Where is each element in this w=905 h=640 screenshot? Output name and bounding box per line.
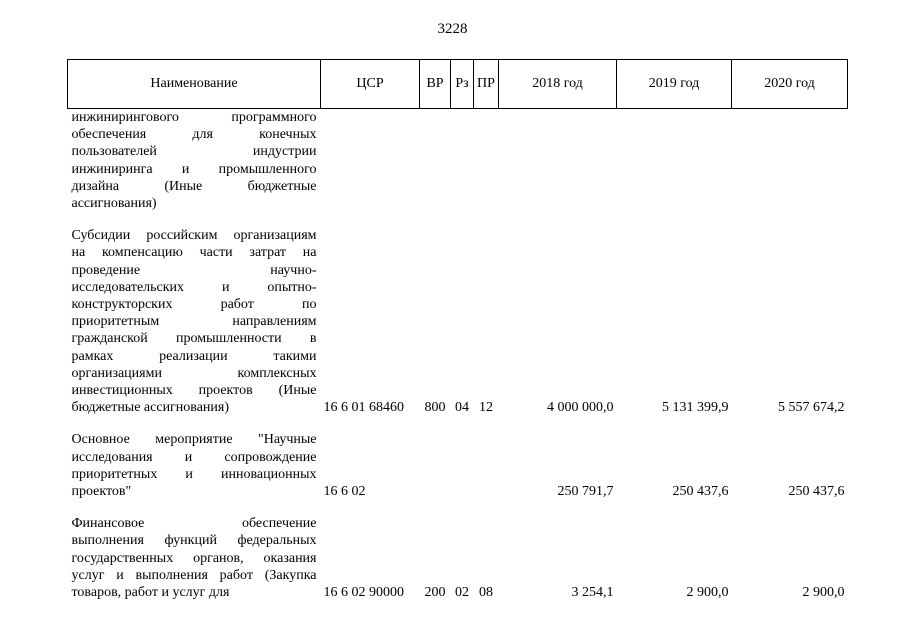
row-gap: [68, 212, 848, 227]
row-name-line: обеспечения для конечных: [71, 127, 317, 143]
row-csr: 16 6 01 68460: [323, 400, 404, 416]
table-row: [68, 431, 848, 500]
row-2018: 4 000 000,0: [547, 400, 614, 416]
row-name-line: проведение научно-: [71, 262, 317, 278]
row-pr: [474, 109, 499, 213]
row-name-line: бюджетные ассигнования): [71, 400, 230, 416]
row-2020: 5 557 674,2: [778, 400, 845, 416]
row-name-line: организациями комплексных: [71, 365, 317, 381]
row-name-line: инжиниринга и промышленного: [71, 161, 317, 177]
row-name-line: пользователей индустрии: [71, 144, 317, 160]
row-name-line: гражданской промышленности в: [71, 331, 317, 347]
table-row: [68, 515, 848, 601]
row-csr: [321, 109, 420, 213]
row-2019: 5 131 399,9: [662, 400, 729, 416]
row-name: [68, 515, 321, 601]
header-2019: 2019 год: [617, 60, 732, 109]
budget-table: [67, 59, 848, 601]
row-name-line: приоритетных и инновационных: [71, 466, 317, 482]
row-name: [68, 109, 321, 213]
page-number: 3228: [437, 21, 468, 37]
header-csr: ЦСР: [321, 60, 420, 109]
row-name-line: на компенсацию части затрат на: [71, 245, 317, 261]
row-name-line: инжинирингового программного: [71, 110, 317, 125]
row-name: [68, 431, 321, 500]
header-pr: ПР: [474, 60, 499, 109]
row-vr: [420, 431, 451, 500]
row-gap: [68, 500, 848, 515]
row-name-line: исследования и сопровождение: [71, 449, 317, 465]
header-2020: 2020 год: [732, 60, 848, 109]
table-row: [68, 109, 848, 213]
header-rz: Рз: [451, 60, 474, 109]
header-2018: 2018 год: [499, 60, 617, 109]
row-csr: 16 6 02: [323, 484, 366, 500]
table-body: [68, 109, 848, 602]
row-2020: 2 900,0: [802, 585, 845, 601]
row-name-line: проектов": [71, 484, 132, 500]
row-2019: 2 900,0: [686, 585, 729, 601]
row-vr: [420, 109, 451, 213]
row-pr: [474, 431, 499, 500]
header-name: Наименование: [68, 60, 321, 109]
row-rz: 04: [455, 400, 469, 416]
row-name-line: приоритетным направлениям: [71, 314, 317, 330]
row-name-line: ассигнования): [71, 196, 157, 212]
row-2019: 250 437,6: [672, 484, 729, 500]
row-name-line: рамках реализации такими: [71, 348, 317, 364]
row-name-line: услуг и выполнения работ (Закупка: [71, 567, 317, 583]
row-vr: 800: [424, 400, 446, 416]
table-header: [68, 60, 848, 109]
row-rz: [451, 431, 474, 500]
row-name-line: государственных органов, оказания: [71, 550, 317, 566]
row-name-line: Субсидии российским организациям: [71, 228, 317, 244]
row-name-line: конструкторских работ по: [71, 297, 317, 313]
row-name-line: инвестиционных проектов (Иные: [71, 383, 317, 399]
row-name-line: Основное мероприятие "Научные: [71, 432, 317, 448]
row-name-line: исследовательских и опытно-: [71, 279, 317, 295]
row-name: [68, 227, 321, 416]
row-rz: 02: [455, 585, 469, 601]
row-2019: [617, 109, 732, 213]
row-name-line: Финансовое обеспечение: [71, 516, 317, 532]
row-2018: 3 254,1: [571, 585, 614, 601]
row-vr: 200: [424, 585, 446, 601]
row-csr: 16 6 02 90000: [323, 585, 404, 601]
row-2020: [732, 109, 848, 213]
row-name-line: товаров, работ и услуг для: [71, 585, 230, 601]
row-rz: [451, 109, 474, 213]
row-2020: 250 437,6: [788, 484, 845, 500]
row-pr: 08: [479, 585, 493, 601]
table-row: [68, 227, 848, 416]
header-vr: ВР: [420, 60, 451, 109]
row-name-line: выполнения функций федеральных: [71, 533, 317, 549]
row-gap: [68, 416, 848, 431]
row-2018: [499, 109, 617, 213]
row-name-line: дизайна (Иные бюджетные: [71, 178, 317, 194]
row-2018: 250 791,7: [557, 484, 614, 500]
row-pr: 12: [479, 400, 493, 416]
